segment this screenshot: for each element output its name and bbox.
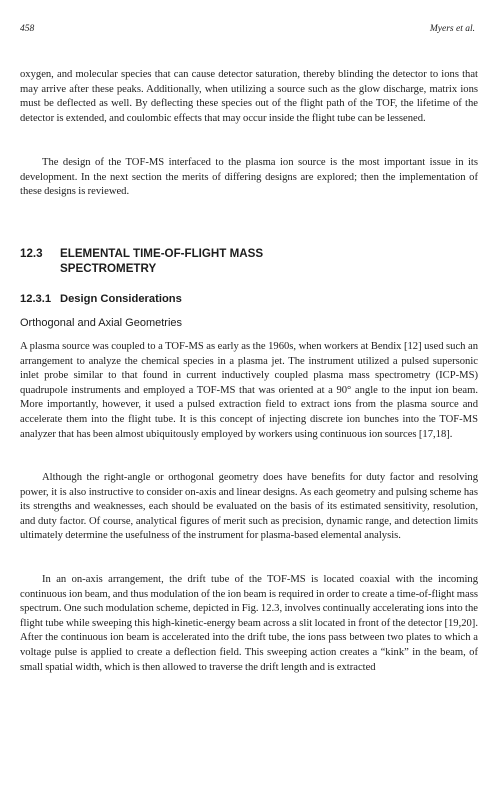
section-title: ELEMENTAL TIME-OF-FLIGHT MASS SPECTROMETRY xyxy=(60,247,264,275)
subsubsection-heading: Orthogonal and Axial Geometries xyxy=(20,317,183,329)
paragraph-detector-saturation: oxygen, and molecular species that can cause detector saturation, thereby blinding the detector to ions that may arrive after these peaks. Additionally, when utilizing a source such as the glow discharge, matrix ions must be deflected as well. By deflecting these species out of the flight path of the TOF, the lifetime of the detector is extended, and coulombic effects that may occur inside the flight tube can be lessened. xyxy=(20,69,478,124)
paragraph-design-importance: The design of the TOF-MS interfaced to the plasma ion source is the most important issue in its development. In the next section the merits of differing designs are explored; then the implementation of these designs is reviewed. xyxy=(20,157,478,198)
section-number: 12.3 xyxy=(20,247,43,260)
subsection-title: Design Considerations xyxy=(60,293,182,305)
page-number: 458 xyxy=(20,24,35,34)
paragraph-orthogonal-geometry: Although the right-angle or orthogonal geometry does have benefits for duty factor and resolving power, it is also instructive to consider on-axis and linear designs. As each geometry and pulsing scheme has its strengths and weaknesses, each should be evaluated on the basis of its estimated sensitivity, resolution, and duty factor. Of course, analytical figures of merit such as precision, dynamic range, and detection limits ultimately determine the usefulness of the instrument for plasma-based elemental analysis. xyxy=(20,472,478,542)
running-author: Myers et al. xyxy=(429,24,475,34)
paragraph-on-axis-arrangement: In an on-axis arrangement, the drift tube of the TOF-MS is located coaxial with the incoming continuous ion beam, and thus modulation of the ion beam is required in order to create a time-of-flight mass spectrum. One such modulation scheme, depicted in Fig. 12.3, involves continually accelerating ions into the flight tube while sweeping this high-kinetic-energy beam across a slit located in front of the detector [19,20]. After the continuous ion beam is accelerated into the drift tube, the ions pass between two plates to which a voltage pulse is applied to create a deflection field. This sweeping action creates a “kink” in the beam, of small spatial width, which is then allowed to traverse the drift length and is extracted xyxy=(20,574,478,673)
subsection-number: 12.3.1 xyxy=(20,293,52,305)
paragraph-plasma-source-history: A plasma source was coupled to a TOF-MS as early as the 1960s, when workers at Bendix [12] used such an arrangement to analyze the chemical species in a plasma jet. The instrument utilized a pulsed supersonic inlet probe similar to that found in current inductively coupled plasma mass spectrometry (ICP-MS) quadrupole instruments and employed a TOF-MS that was oriented at a 90° angle to the input ion beam. More importantly, however, it used a pulsed extraction field to extract ions from the plasma source and accelerate them into the flight tube. It is this concept of injecting discrete ion bunches into the TOF-MS analyzer that has been almost ubiquitously employed by workers using continuous ion sources [17,18]. xyxy=(20,341,478,440)
running-head xyxy=(20,24,475,38)
